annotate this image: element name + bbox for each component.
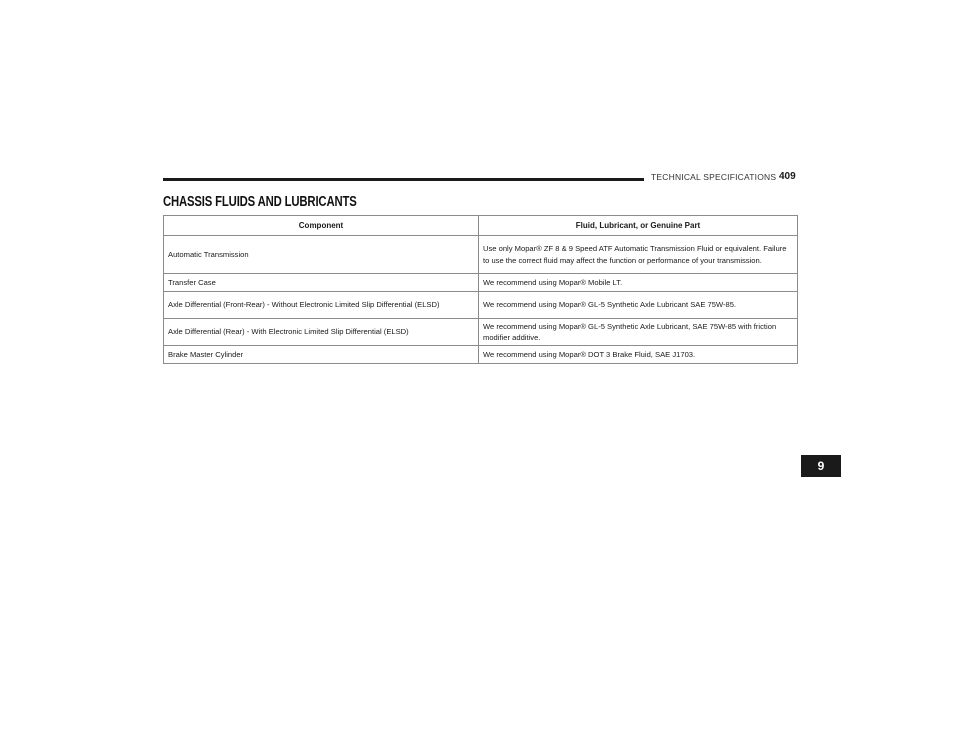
component-cell: Axle Differential (Rear) - With Electronic Limited Slip Differential (ELSD): [164, 319, 479, 346]
column-header-fluid: Fluid, Lubricant, or Genuine Part: [479, 216, 798, 236]
component-cell: Brake Master Cylinder: [164, 346, 479, 364]
section-title: CHASSIS FLUIDS AND LUBRICANTS: [163, 194, 357, 210]
table-row: [164, 292, 798, 319]
header-rule: [163, 178, 644, 181]
running-header-section: TECHNICAL SPECIFICATIONS: [651, 172, 777, 182]
fluid-cell: Use only Mopar® ZF 8 & 9 Speed ATF Automatic Transmission Fluid or equivalent. Failure to use the correct fluid may affect the function or performance of your transmission.: [479, 236, 798, 274]
table-row: [164, 319, 798, 346]
component-cell: Axle Differential (Front-Rear) - Without Electronic Limited Slip Differential (ELSD): [164, 292, 479, 319]
table-row: [164, 236, 798, 274]
chapter-tab: 9: [801, 455, 841, 477]
column-header-component: Component: [164, 216, 479, 236]
fluid-cell: We recommend using Mopar® Mobile LT.: [479, 274, 798, 292]
page-number: 409: [779, 171, 796, 182]
component-cell: Automatic Transmission: [164, 236, 479, 274]
table-header-row: [164, 216, 798, 236]
fluid-cell: We recommend using Mopar® GL-5 Synthetic Axle Lubricant, SAE 75W-85 with friction modifier additive.: [479, 319, 798, 346]
fluid-cell: We recommend using Mopar® GL-5 Synthetic Axle Lubricant SAE 75W-85.: [479, 292, 798, 319]
table-row: [164, 274, 798, 292]
fluids-table: [163, 215, 798, 364]
fluid-cell: We recommend using Mopar® DOT 3 Brake Fluid, SAE J1703.: [479, 346, 798, 364]
table-row: [164, 346, 798, 364]
component-cell: Transfer Case: [164, 274, 479, 292]
